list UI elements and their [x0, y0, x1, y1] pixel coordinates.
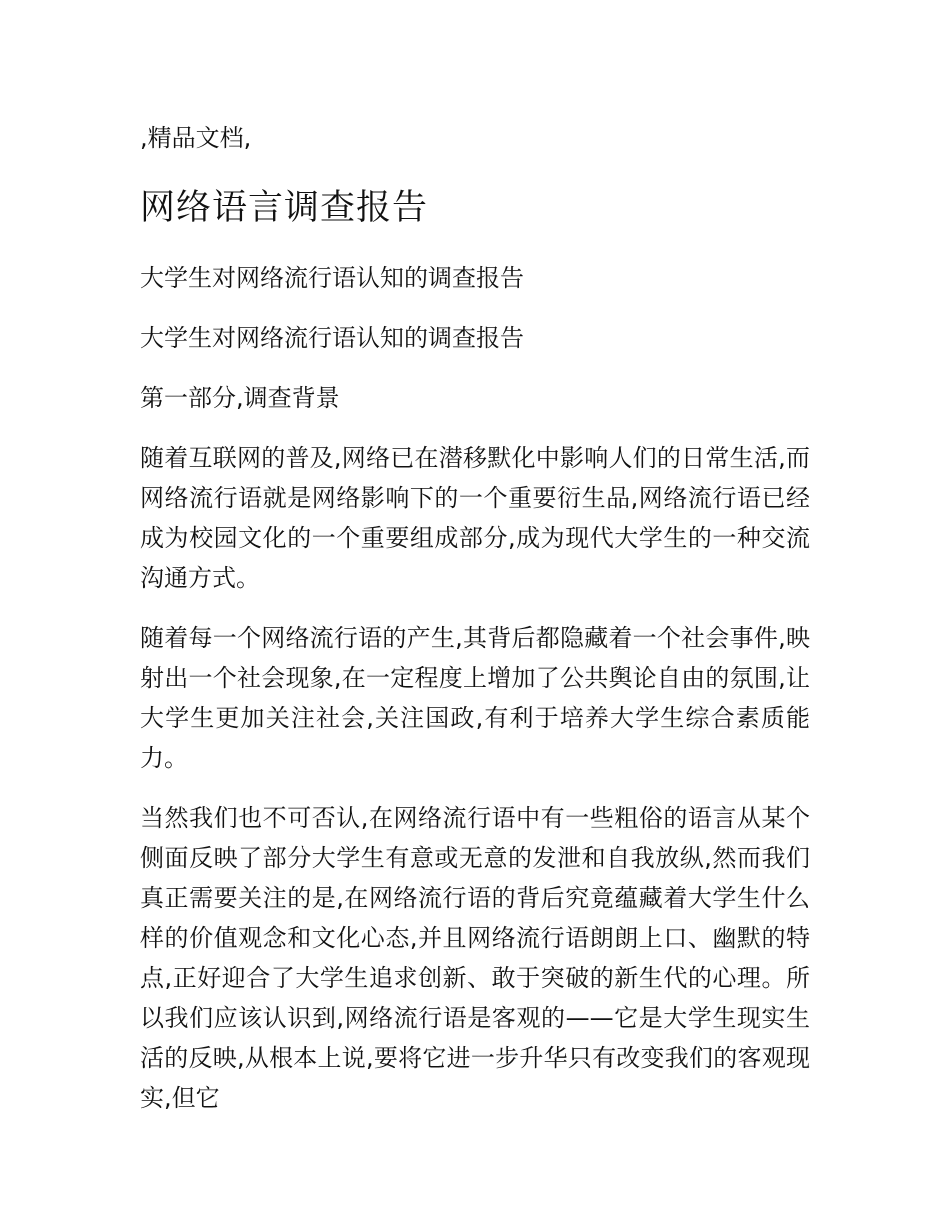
document-body [140, 118, 810, 1138]
body-paragraph: 当然我们也不可否认,在网络流行语中有一些粗俗的语言从某个侧面反映了部分大学生有意或无意的发泄和自我放纵,然而我们真正需要关注的是,在网络流行语的背后究竟蕴藏着大学生什么样的价值观念和文化心态,并且网络流行语朗朗上口、幽默的特点,正好迎合了大学生追求创新、敢于突破的新生代的心理。所以我们应该认识到,网络流行语是客观的——它是大学生现实生活的反映,从根本上说,要将它进一步升华只有改变我们的客观现实,但它 [140, 804, 810, 1112]
section-heading: 第一部分,调查背景 [140, 384, 340, 412]
document-title: 网络语言调查报告 [140, 188, 429, 228]
subtitle-line: 大学生对网络流行语认知的调查报告 [140, 324, 524, 352]
subtitle-line: 大学生对网络流行语认知的调查报告 [140, 264, 524, 292]
header-mark: ,精品文档, [140, 124, 252, 152]
body-paragraph: 随着互联网的普及,网络已在潜移默化中影响人们的日常生活,而网络流行语就是网络影响下的一个重要衍生品,网络流行语已经成为校园文化的一个重要组成部分,成为现代大学生的一种交流沟通方式。 [140, 444, 810, 592]
body-paragraph: 随着每一个网络流行语的产生,其背后都隐藏着一个社会事件,映射出一个社会现象,在一定程度上增加了公共舆论自由的氛围,让大学生更加关注社会,关注国政,有利于培养大学生综合素质能力。 [140, 624, 810, 772]
